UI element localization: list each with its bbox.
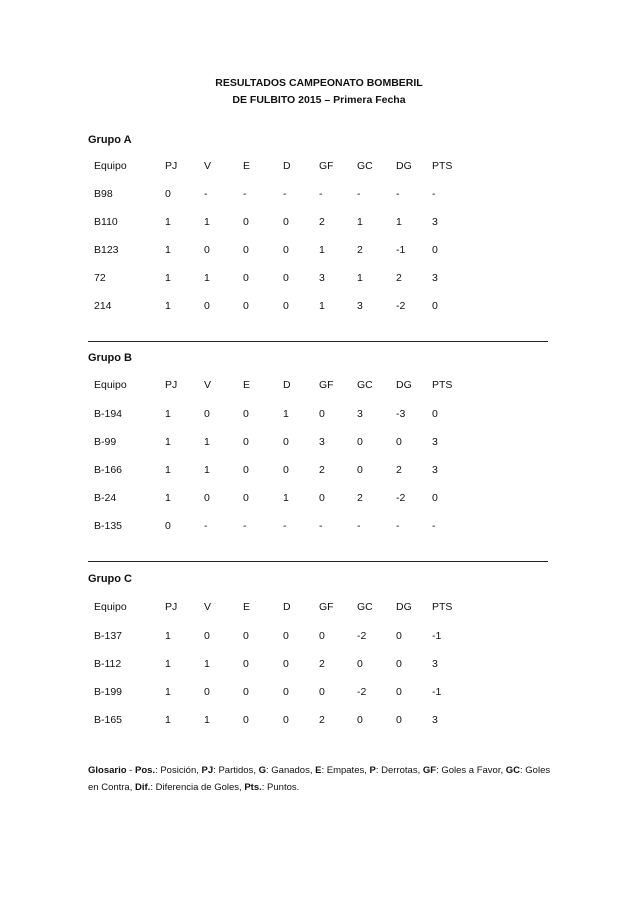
stat-cell: 0 <box>243 714 249 726</box>
team-name: B-24 <box>94 492 117 504</box>
stat-cell: - <box>243 520 247 532</box>
stat-cell: 3 <box>432 714 438 726</box>
column-header: GC <box>357 601 373 613</box>
stat-cell: 0 <box>319 686 325 698</box>
team-name: 72 <box>94 272 106 284</box>
stat-cell: - <box>204 188 208 200</box>
glossary-definition: Partidos <box>218 765 254 776</box>
stat-cell: 0 <box>357 464 363 476</box>
stat-cell: -2 <box>396 300 406 312</box>
stat-cell: 0 <box>357 436 363 448</box>
glossary-separator: - <box>126 765 135 776</box>
stat-cell: - <box>319 188 323 200</box>
stat-cell: 0 <box>319 630 325 642</box>
glossary-definition: Goles a Favor <box>441 765 501 776</box>
stat-cell: - <box>319 520 323 532</box>
stat-cell: 2 <box>319 464 325 476</box>
title-line-1: RESULTADOS CAMPEONATO BOMBERIL <box>215 77 423 89</box>
stat-cell: 0 <box>432 244 438 256</box>
stat-cell: 0 <box>283 272 289 284</box>
glossary-definition: Posición <box>160 765 197 776</box>
stat-cell: 0 <box>204 300 210 312</box>
stat-cell: 3 <box>357 300 363 312</box>
column-header: GC <box>357 160 373 172</box>
stat-cell: 0 <box>165 188 171 200</box>
stat-cell: - <box>357 520 361 532</box>
title-line-2: DE FULBITO 2015 – Primera Fecha <box>232 94 406 106</box>
stat-cell: 0 <box>283 714 289 726</box>
stat-cell: 0 <box>243 272 249 284</box>
stat-cell: 0 <box>432 300 438 312</box>
stat-cell: 1 <box>357 216 363 228</box>
team-name: B-166 <box>94 464 123 476</box>
team-name: B-165 <box>94 714 123 726</box>
stat-cell: 0 <box>283 300 289 312</box>
glossary-definition: Empates <box>326 765 365 776</box>
stat-cell: 0 <box>243 464 249 476</box>
stat-cell: 0 <box>283 436 289 448</box>
column-header: PTS <box>432 160 453 172</box>
stat-cell: 0 <box>283 630 289 642</box>
column-header: D <box>283 160 291 172</box>
column-header: V <box>204 379 212 391</box>
column-header: DG <box>396 601 412 613</box>
stat-cell: 0 <box>204 630 210 642</box>
glossary-term: Pos. <box>135 765 156 776</box>
column-header: GF <box>319 160 334 172</box>
column-header: DG <box>396 379 412 391</box>
stat-cell: 0 <box>243 492 249 504</box>
stat-cell: 0 <box>283 464 289 476</box>
glossary-term: E <box>315 765 322 776</box>
stat-cell: 1 <box>165 464 171 476</box>
glossary-term: GF <box>422 765 437 776</box>
stat-cell: 1 <box>204 714 210 726</box>
stat-cell: 1 <box>165 272 171 284</box>
stat-cell: 0 <box>432 492 438 504</box>
glossary-definition: Derrotas <box>381 765 418 776</box>
column-header: D <box>283 601 291 613</box>
stat-cell: 1 <box>165 492 171 504</box>
column-header: E <box>243 601 251 613</box>
column-header: Equipo <box>94 160 127 172</box>
stat-cell: 1 <box>357 272 363 284</box>
column-header: PTS <box>432 379 453 391</box>
glossary <box>88 762 558 796</box>
stat-cell: 0 <box>204 408 210 420</box>
column-header: GC <box>357 379 373 391</box>
stat-cell: 0 <box>396 714 402 726</box>
glossary-term: PJ <box>201 765 214 776</box>
stat-cell: 3 <box>432 658 438 670</box>
stat-cell: 0 <box>319 408 325 420</box>
column-header: DG <box>396 160 412 172</box>
stat-cell: 1 <box>165 300 171 312</box>
stat-cell: 0 <box>243 216 249 228</box>
team-name: B-135 <box>94 520 123 532</box>
team-name: 214 <box>94 300 112 312</box>
stat-cell: 3 <box>432 464 438 476</box>
glossary-label: Glosario <box>88 765 127 776</box>
glossary-items: Pos.: Posición, PJ: Partidos, G: Ganados, E: Empates, P: Derrotas, GF: Goles a Favor, GC: Goles en Contra, Dif.: Diferencia de Goles, Pts.: Puntos. <box>88 765 551 793</box>
stat-cell: 3 <box>432 436 438 448</box>
stat-cell: -2 <box>357 630 367 642</box>
team-name: B-99 <box>94 436 117 448</box>
team-name: B-199 <box>94 686 123 698</box>
stat-cell: 0 <box>243 630 249 642</box>
stat-cell: 1 <box>204 216 210 228</box>
stat-cell: - <box>357 188 361 200</box>
glossary-term: Dif. <box>135 782 151 793</box>
team-name: B123 <box>94 244 119 256</box>
column-header: V <box>204 160 212 172</box>
stat-cell: 1 <box>396 216 402 228</box>
stat-cell: 0 <box>357 714 363 726</box>
column-header: GF <box>319 379 334 391</box>
stat-cell: 1 <box>165 408 171 420</box>
stat-cell: 3 <box>432 272 438 284</box>
glossary-term: G <box>258 765 266 776</box>
column-header: PJ <box>165 601 178 613</box>
column-header: PJ <box>165 379 178 391</box>
glossary-definition: Diferencia de Goles <box>155 782 240 793</box>
team-name: B110 <box>94 216 118 228</box>
stat-cell: 1 <box>204 464 210 476</box>
stat-cell: 0 <box>357 658 363 670</box>
stat-cell: - <box>396 520 400 532</box>
stat-cell: - <box>283 520 287 532</box>
glossary-term: Pts. <box>244 782 262 793</box>
column-header: GF <box>319 601 334 613</box>
team-name: B-137 <box>94 630 123 642</box>
stat-cell: 2 <box>319 216 325 228</box>
stat-cell: -2 <box>396 492 406 504</box>
stat-cell: 0 <box>204 244 210 256</box>
stat-cell: - <box>204 520 208 532</box>
glossary-definition: Goles en Contra <box>88 765 551 793</box>
stat-cell: 3 <box>432 216 438 228</box>
stat-cell: 2 <box>357 492 363 504</box>
group-title: Grupo A <box>88 134 132 146</box>
stat-cell: 0 <box>283 244 289 256</box>
column-header: Equipo <box>94 379 127 391</box>
column-header: Equipo <box>94 601 127 613</box>
stat-cell: 0 <box>204 492 210 504</box>
stat-cell: 0 <box>396 686 402 698</box>
stat-cell: 0 <box>396 436 402 448</box>
stat-cell: 0 <box>243 300 249 312</box>
stat-cell: 1 <box>165 686 171 698</box>
group-title: Grupo B <box>88 352 132 364</box>
team-name: B-194 <box>94 408 123 420</box>
stat-cell: - <box>432 520 436 532</box>
column-header: E <box>243 160 251 172</box>
team-name: B-112 <box>94 658 122 670</box>
stat-cell: 0 <box>243 408 249 420</box>
team-name: B98 <box>94 188 113 200</box>
section-divider <box>88 341 548 342</box>
stat-cell: 0 <box>283 216 289 228</box>
column-header: V <box>204 601 212 613</box>
stat-cell: - <box>243 188 247 200</box>
stat-cell: 0 <box>243 686 249 698</box>
stat-cell: 1 <box>283 408 289 420</box>
stat-cell: 1 <box>165 244 171 256</box>
stat-cell: - <box>432 188 436 200</box>
stat-cell: 3 <box>319 272 325 284</box>
stat-cell: 2 <box>357 244 363 256</box>
stat-cell: - <box>396 188 400 200</box>
stat-cell: 2 <box>396 464 402 476</box>
section-divider <box>88 561 548 562</box>
document-title <box>0 75 638 109</box>
stat-cell: 3 <box>357 408 363 420</box>
stat-cell: 0 <box>243 244 249 256</box>
stat-cell: 1 <box>319 300 325 312</box>
stat-cell: 1 <box>283 492 289 504</box>
stat-cell: 0 <box>319 492 325 504</box>
stat-cell: 3 <box>319 436 325 448</box>
glossary-term: GC <box>505 765 521 776</box>
stat-cell: 0 <box>396 658 402 670</box>
stat-cell: 1 <box>319 244 325 256</box>
stat-cell: -1 <box>432 630 442 642</box>
stat-cell: 1 <box>165 714 171 726</box>
glossary-definition: Puntos. <box>267 782 300 793</box>
stat-cell: 2 <box>396 272 402 284</box>
stat-cell: 2 <box>319 714 325 726</box>
stat-cell: 0 <box>165 520 171 532</box>
stat-cell: -3 <box>396 408 406 420</box>
stat-cell: - <box>283 188 287 200</box>
column-header: PJ <box>165 160 178 172</box>
glossary-definition: Ganados <box>271 765 310 776</box>
stat-cell: 0 <box>283 686 289 698</box>
stat-cell: 1 <box>204 658 210 670</box>
stat-cell: 0 <box>243 436 249 448</box>
stat-cell: 0 <box>396 630 402 642</box>
stat-cell: 0 <box>243 658 249 670</box>
glossary-term: P <box>369 765 376 776</box>
stat-cell: -1 <box>432 686 442 698</box>
stat-cell: -1 <box>396 244 406 256</box>
stat-cell: 1 <box>204 272 210 284</box>
stat-cell: 1 <box>165 216 171 228</box>
column-header: D <box>283 379 291 391</box>
stat-cell: 0 <box>204 686 210 698</box>
group-title: Grupo C <box>88 573 132 585</box>
column-header: E <box>243 379 251 391</box>
stat-cell: 0 <box>432 408 438 420</box>
stat-cell: 1 <box>165 436 171 448</box>
stat-cell: 2 <box>319 658 325 670</box>
stat-cell: 1 <box>204 436 210 448</box>
column-header: PTS <box>432 601 453 613</box>
stat-cell: 1 <box>165 630 171 642</box>
stat-cell: 1 <box>165 658 171 670</box>
stat-cell: -2 <box>357 686 367 698</box>
stat-cell: 0 <box>283 658 289 670</box>
